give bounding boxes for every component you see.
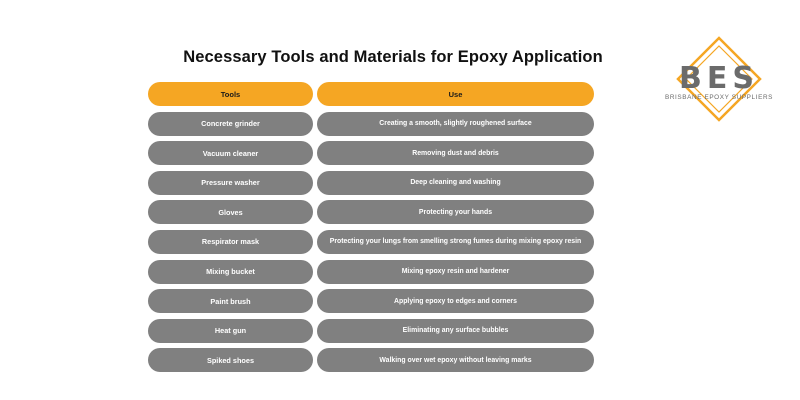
use-cell: Mixing epoxy resin and hardener bbox=[317, 260, 594, 284]
tool-cell: Concrete grinder bbox=[148, 112, 313, 136]
use-cell: Walking over wet epoxy without leaving marks bbox=[317, 348, 594, 372]
use-cell: Protecting your hands bbox=[317, 200, 594, 224]
table-row bbox=[148, 319, 600, 343]
tool-cell: Mixing bucket bbox=[148, 260, 313, 284]
table-header-row bbox=[148, 82, 600, 106]
tool-cell: Vacuum cleaner bbox=[148, 141, 313, 165]
table-row bbox=[148, 348, 600, 372]
tool-cell: Paint brush bbox=[148, 289, 313, 313]
use-cell: Deep cleaning and washing bbox=[317, 171, 594, 195]
table-row bbox=[148, 112, 600, 136]
tool-cell: Heat gun bbox=[148, 319, 313, 343]
table-row bbox=[148, 289, 600, 313]
company-logo bbox=[660, 34, 778, 134]
header-use: Use bbox=[317, 82, 594, 106]
header-tools: Tools bbox=[148, 82, 313, 106]
tool-cell: Pressure washer bbox=[148, 171, 313, 195]
table-row bbox=[148, 230, 600, 254]
table-row bbox=[148, 171, 600, 195]
tool-cell: Respirator mask bbox=[148, 230, 313, 254]
use-cell: Eliminating any surface bubbles bbox=[317, 319, 594, 343]
use-cell: Protecting your lungs from smelling strong fumes during mixing epoxy resin bbox=[317, 230, 594, 254]
tools-table bbox=[148, 82, 600, 378]
page-title: Necessary Tools and Materials for Epoxy Application bbox=[183, 48, 603, 66]
use-cell: Removing dust and debris bbox=[317, 141, 594, 165]
logo-letters: BES bbox=[679, 61, 759, 96]
table-row bbox=[148, 141, 600, 165]
table-row bbox=[148, 260, 600, 284]
tool-cell: Gloves bbox=[148, 200, 313, 224]
logo-subtitle: BRISBANE EPOXY SUPPLIERS bbox=[664, 94, 774, 101]
use-cell: Creating a smooth, slightly roughened surface bbox=[317, 112, 594, 136]
tool-cell: Spiked shoes bbox=[148, 348, 313, 372]
use-cell: Applying epoxy to edges and corners bbox=[317, 289, 594, 313]
table-row bbox=[148, 200, 600, 224]
